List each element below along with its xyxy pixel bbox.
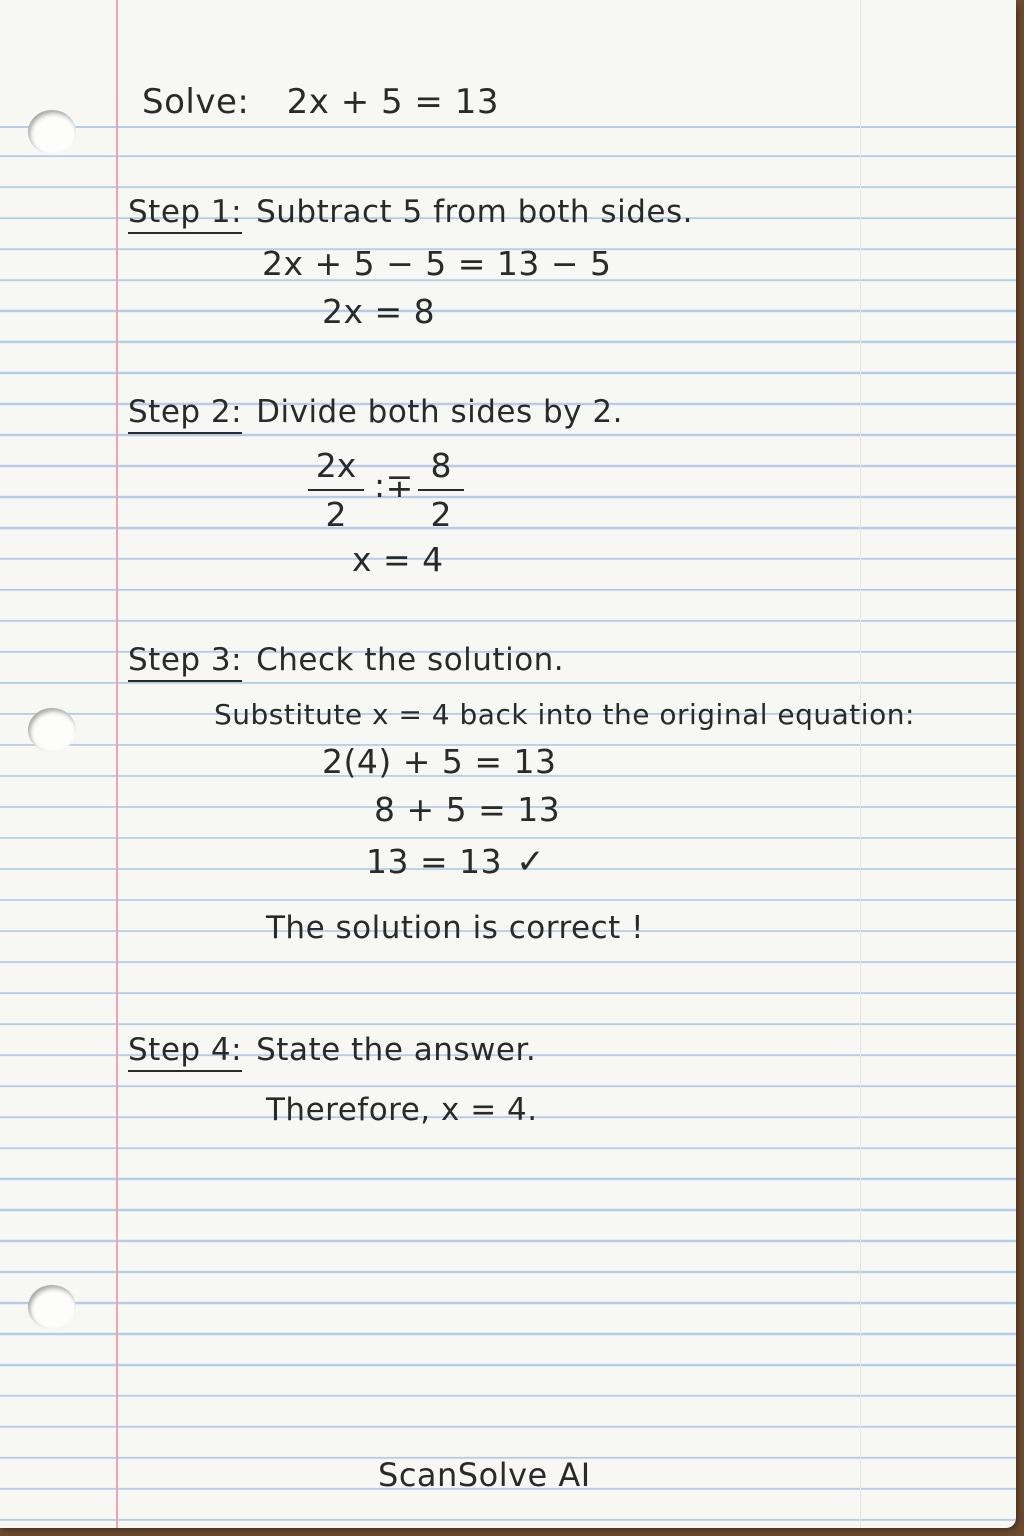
right-fraction — [418, 446, 464, 534]
step3-instruction: Check the solution. — [256, 642, 565, 678]
step1-equation-2: 2x = 8 — [322, 292, 436, 331]
step3-equation-2: 8 + 5 = 13 — [374, 790, 561, 829]
punch-hole-middle — [28, 708, 76, 752]
right-denominator: 2 — [430, 495, 452, 534]
step3-conclusion: The solution is correct ! — [266, 910, 645, 946]
margin-line — [116, 0, 118, 1528]
left-fraction — [308, 446, 364, 534]
step3-substitute-text: Substitute x = 4 back into the original equation: — [214, 698, 915, 731]
step1-label: Step 1: — [128, 194, 242, 234]
step4-label: Step 4: — [128, 1032, 242, 1072]
step4-answer: Therefore, x = 4. — [266, 1092, 538, 1128]
step3-label: Step 3: — [128, 642, 242, 682]
step2-heading — [128, 394, 623, 434]
punch-hole-top — [28, 110, 76, 154]
brand-name: ScanSolve AI — [378, 1456, 591, 1494]
left-numerator: 2x — [315, 446, 357, 485]
left-denominator: 2 — [325, 495, 347, 534]
step4-heading — [128, 1032, 536, 1072]
right-fraction-bar — [418, 489, 464, 491]
step3-equation-3: 13 = 13 — [366, 842, 503, 881]
step3-equation-1: 2(4) + 5 = 13 — [322, 742, 557, 781]
step3-heading — [128, 642, 564, 682]
step1-equation-1: 2x + 5 − 5 = 13 − 5 — [262, 244, 612, 283]
step2-label: Step 2: — [128, 394, 242, 434]
step3-equation-3-row — [366, 842, 545, 882]
right-numerator: 8 — [430, 446, 452, 485]
step1-heading — [128, 194, 693, 234]
problem-label: Solve: — [142, 82, 250, 122]
step4-instruction: State the answer. — [256, 1032, 537, 1068]
problem-statement — [142, 82, 499, 122]
checkmark-icon: ✓ — [516, 842, 546, 882]
left-fraction-bar — [308, 489, 364, 491]
punch-hole-bottom — [28, 1285, 76, 1329]
step1-instruction: Subtract 5 from both sides. — [256, 194, 693, 230]
step2-instruction: Divide both sides by 2. — [256, 394, 623, 430]
step2-result: x = 4 — [352, 540, 444, 579]
right-edge-line — [860, 0, 861, 1528]
problem-equation: 2x + 5 = 13 — [286, 82, 499, 122]
fraction-operator: :∓ — [374, 466, 414, 505]
